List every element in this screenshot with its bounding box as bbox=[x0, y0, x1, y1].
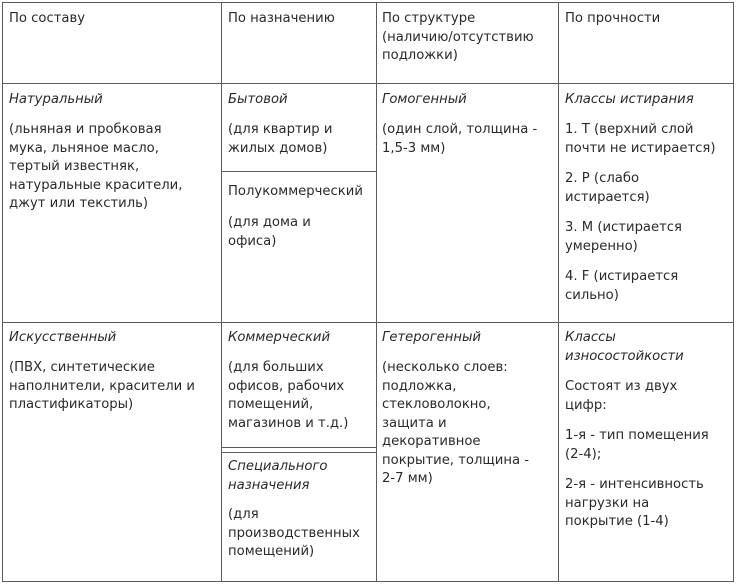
abrasion-class-m: 3. M (истирается умеренно) bbox=[565, 220, 682, 254]
homogeneous-title: Гомогенный bbox=[382, 92, 467, 107]
semi-commercial-title: Полукоммерческий bbox=[228, 184, 363, 199]
abrasion-class-f: 4. F (истирается сильно) bbox=[565, 269, 679, 303]
commercial-title: Коммерческий bbox=[228, 330, 331, 345]
artificial-description: (ПВХ, синтетические наполнители, красители и пластификаторы) bbox=[9, 360, 195, 412]
header-purpose: По назначению bbox=[228, 11, 335, 26]
abrasion-classes-title: Классы истирания bbox=[565, 92, 694, 107]
commercial-description: (для больших офисов, рабочих помещений, магазинов и т.д.) bbox=[228, 360, 349, 431]
artificial-title: Искусственный bbox=[9, 330, 117, 345]
table-border-right bbox=[733, 2, 734, 582]
heterogeneous-description: (несколько слоев: подложка, стекловолокно, защита и декоративное покрытие, толщина - 2-7 мм) bbox=[382, 360, 530, 486]
special-title: Специального назначения bbox=[228, 459, 328, 493]
header-composition: По составу bbox=[9, 11, 86, 26]
abrasion-class-t: 1. T (верхний слой почти не истирается) bbox=[565, 122, 716, 156]
wear-classes-title: Классы износостойкости bbox=[565, 330, 684, 364]
header-structure: По структуре (наличию/отсутствию подложки) bbox=[382, 11, 534, 63]
household-title: Бытовой bbox=[228, 92, 288, 107]
row-divider bbox=[2, 322, 734, 323]
header-bottom-line bbox=[2, 83, 734, 84]
semi-commercial-description: (для дома и офиса) bbox=[228, 215, 311, 249]
purpose-divider-2 bbox=[221, 447, 376, 448]
abrasion-class-p: 2. P (слабо истирается) bbox=[565, 171, 650, 205]
wear-first-digit: 1-я - тип помещения (2-4); bbox=[565, 428, 709, 462]
table-border-top bbox=[2, 2, 734, 3]
purpose-divider-1 bbox=[221, 171, 376, 172]
natural-description: (льняная и пробковая мука, льняное масло, тертый известняк, натуральные красители, джут или текстиль) bbox=[9, 122, 183, 211]
homogeneous-description: (один слой, толщина - 1,5-3 мм) bbox=[382, 122, 538, 156]
column-divider-3 bbox=[558, 2, 559, 582]
wear-second-digit: 2-я - интенсивность нагрузки на покрытие (1-4) bbox=[565, 477, 704, 529]
header-strength: По прочности bbox=[565, 11, 661, 26]
natural-title: Натуральный bbox=[9, 92, 103, 107]
heterogeneous-title: Гетерогенный bbox=[382, 330, 481, 345]
household-description: (для квартир и жилых домов) bbox=[228, 122, 333, 156]
column-divider-1 bbox=[221, 2, 222, 582]
column-divider-2 bbox=[376, 2, 377, 582]
purpose-subcell-top bbox=[221, 452, 376, 453]
table-border-bottom bbox=[2, 581, 734, 582]
table-border-left bbox=[2, 2, 3, 582]
special-description: (для производственных помещений) bbox=[228, 507, 360, 559]
wear-classes-intro: Состоят из двух цифр: bbox=[565, 379, 678, 413]
